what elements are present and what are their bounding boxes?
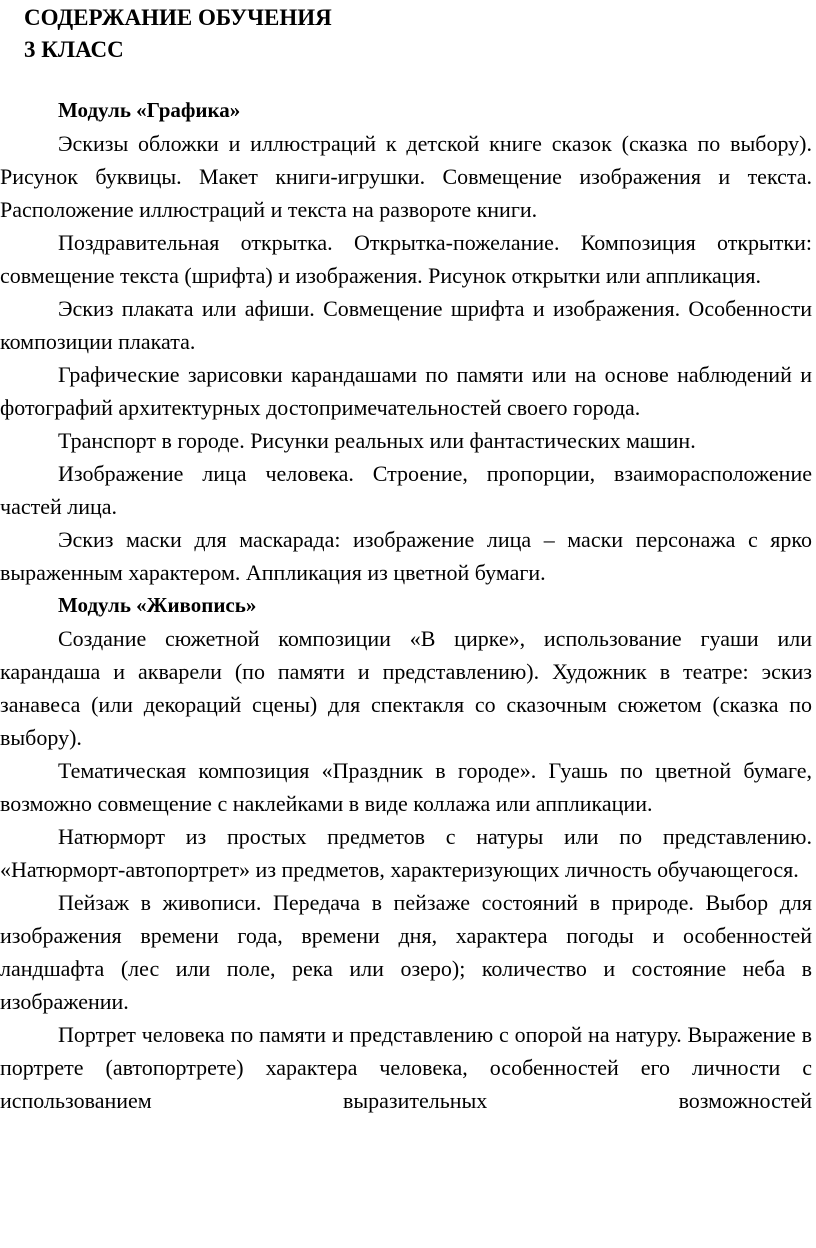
module-heading: Модуль «Графика»	[58, 98, 241, 122]
paragraph: Натюрморт из простых предметов с натуры или по представлению. «Натюрморт-автопортрет» из предметов, характеризующих личность обучающегося.	[0, 824, 812, 882]
paragraph: Пейзаж в живописи. Передача в пейзаже состояний в природе. Выбор для изображения времени года, времени дня, характера погоды и особенностей ландшафта (лес или поле, река или озеро); количество и состояние неба в изображении.	[0, 890, 812, 1014]
document-title: СОДЕРЖАНИЕ ОБУЧЕНИЯ	[24, 5, 332, 30]
module-painting	[0, 589, 812, 1117]
document-subtitle: 3 КЛАСС	[24, 37, 124, 62]
paragraph: Создание сюжетной композиции «В цирке», использование гуаши или карандаша и акварели (по памяти и представлению). Художник в театре: эскиз занавеса (или декораций сцены) для спектакля со сказочным сюжетом (сказка по выбору).	[0, 626, 812, 750]
paragraph: Эскизы обложки и иллюстраций к детской книге сказок (сказка по выбору). Рисунок буквицы. Макет книги-игрушки. Совмещение изображения и текста. Расположение иллюстраций и текста на развороте книги.	[0, 131, 812, 222]
paragraph: Транспорт в городе. Рисунки реальных или фантастических машин.	[58, 428, 696, 453]
paragraph: Портрет человека по памяти и представлению с опорой на натуру. Выражение в портрете (автопортрете) характера человека, особенностей его личности с использованием выразительных возможностей	[0, 1022, 812, 1113]
module-heading: Модуль «Живопись»	[58, 593, 257, 617]
paragraph: Тематическая композиция «Праздник в городе». Гуашь по цветной бумаге, возможно совмещение с наклейками в виде коллажа или аппликации.	[0, 758, 812, 816]
paragraph: Эскиз плаката или афиши. Совмещение шрифта и изображения. Особенности композиции плаката.	[0, 296, 812, 354]
paragraph: Изображение лица человека. Строение, пропорции, взаиморасположение частей лица.	[0, 461, 812, 519]
module-graphics	[0, 94, 812, 589]
paragraph: Эскиз маски для маскарада: изображение лица – маски персонажа с ярко выраженным характером. Аппликация из цветной бумаги.	[0, 527, 812, 585]
paragraph: Графические зарисовки карандашами по памяти или на основе наблюдений и фотографий архитектурных достопримечательностей своего города.	[0, 362, 812, 420]
paragraph: Поздравительная открытка. Открытка-пожелание. Композиция открытки: совмещение текста (шрифта) и изображения. Рисунок открытки или аппликация.	[0, 230, 812, 288]
